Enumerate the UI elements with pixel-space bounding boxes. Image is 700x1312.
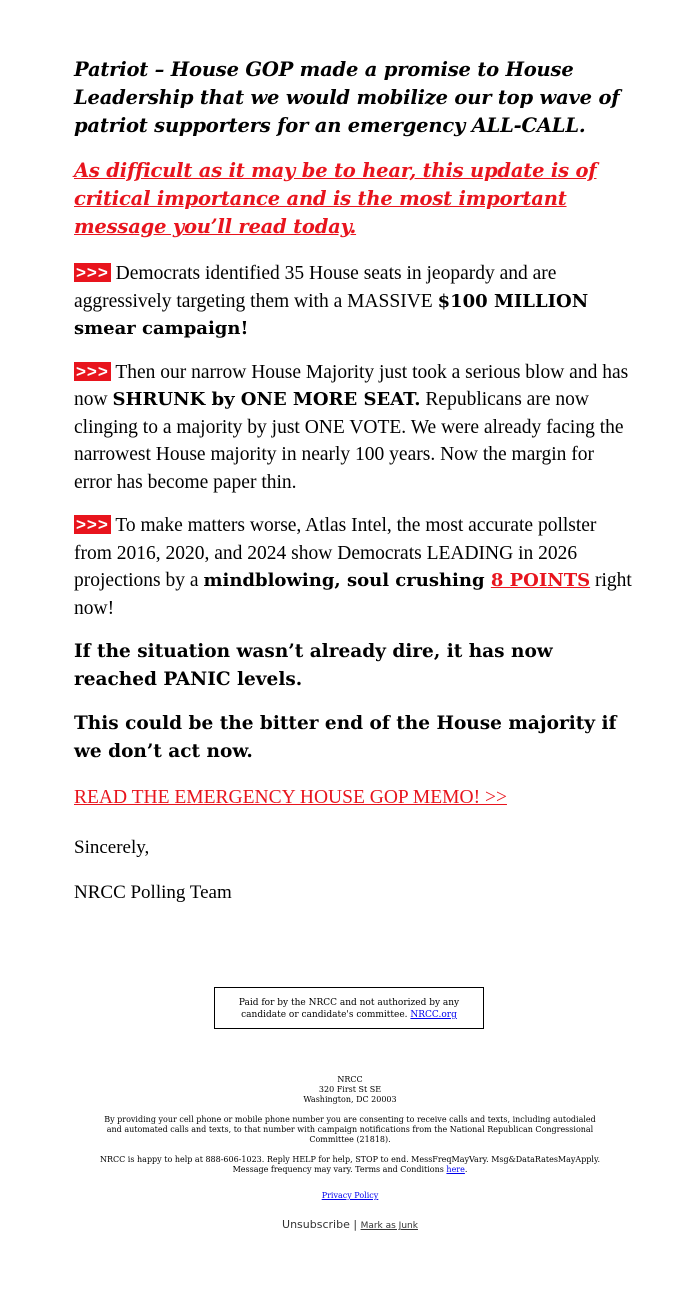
- majority-bold: SHRUNK by ONE MORE SEAT.: [112, 389, 421, 410]
- terms-link[interactable]: here: [446, 1165, 465, 1174]
- separator: |: [353, 1218, 358, 1231]
- paid-for-disclaimer: [214, 987, 484, 1029]
- email-body: [74, 56, 634, 907]
- unsubscribe-link[interactable]: Unsubscribe: [282, 1218, 350, 1231]
- bitter-paragraph: This could be the bitter end of the House majority if we don’t act now.: [74, 713, 617, 762]
- signature: NRCC Polling Team: [74, 882, 232, 903]
- footer-consent: By providing your cell phone or mobile phone number you are consenting to receive calls and texts, including autodialed and automated calls and texts, to that number with campaign notifications from the National Republican Congressional Committee (21818).: [104, 1115, 596, 1144]
- memo-link[interactable]: READ THE EMERGENCY HOUSE GOP MEMO! >>: [74, 787, 507, 808]
- intro-paragraph: Patriot – House GOP made a promise to House Leadership that we would mobilize our top wave of patriot supporters for an emergency ALL-CALL.: [74, 58, 620, 137]
- unsubscribe-bar: [0, 1218, 700, 1231]
- nrcc-link[interactable]: NRCC.org: [410, 1010, 457, 1020]
- poll-bold: mindblowing, soul crushing: [203, 570, 491, 591]
- footer-street: 320 First St SE: [318, 1085, 382, 1094]
- seats-bold: $100 MILLION smear campaign!: [74, 290, 589, 339]
- footer-address: [100, 1075, 600, 1105]
- privacy-policy-link[interactable]: Privacy Policy: [321, 1191, 379, 1200]
- poll-paragraph: [74, 512, 634, 622]
- dire-paragraph: If the situation wasn’t already dire, it has now reached PANIC levels.: [74, 641, 553, 690]
- poll-text-b: right now!: [74, 570, 632, 619]
- footer-privacy: [100, 1191, 600, 1201]
- paid-for-text: Paid for by the NRCC and not authorized by any candidate or candidate's committee.: [238, 998, 460, 1020]
- footer-city: Washington, DC 20003: [303, 1095, 397, 1104]
- footer-help: NRCC is happy to help at 888-606-1023. Reply HELP for help, STOP to end. MessFreqMayVary. Msg&DataRatesMayApply. Message frequency may vary. Terms and Conditions here.: [100, 1155, 600, 1174]
- bullet-marker: >>>: [76, 515, 109, 534]
- seats-text: Democrats identified 35 House seats in jeopardy and are aggressively targeting them with a MASSIVE: [74, 263, 557, 312]
- bullet-marker: >>>: [76, 263, 109, 282]
- alert-paragraph: As difficult as it may be to hear, this update is of critical importance and is the most important message you’ll read today.: [74, 159, 597, 238]
- majority-text-b: Republicans are now clinging to a majority by just ONE VOTE. We were already facing the narrowest House majority in nearly 100 years. Now the margin for error has become paper thin.: [74, 389, 624, 493]
- poll-points: 8 POINTS: [490, 570, 591, 591]
- footer-org: NRCC: [337, 1075, 363, 1084]
- bullet-marker: >>>: [76, 361, 109, 381]
- footer-help-text: NRCC is happy to help at 888-606-1023. Reply HELP for help, STOP to end. MessFreqMayVary. Msg&DataRatesMayApply. Message frequency may vary. Terms and Conditions: [100, 1155, 600, 1174]
- poll-text-a: To make matters worse, Atlas Intel, the most accurate pollster from 2016, 2020, and 2024 show Democrats LEADING in 2026 projections by a: [74, 515, 597, 591]
- majority-text-a: Then our narrow House Majority just took a serious blow and has now: [74, 361, 629, 410]
- majority-paragraph: [74, 359, 634, 497]
- mark-junk-link[interactable]: Mark as Junk: [360, 1221, 418, 1231]
- seats-paragraph: [74, 260, 634, 343]
- signoff: Sincerely,: [74, 837, 150, 858]
